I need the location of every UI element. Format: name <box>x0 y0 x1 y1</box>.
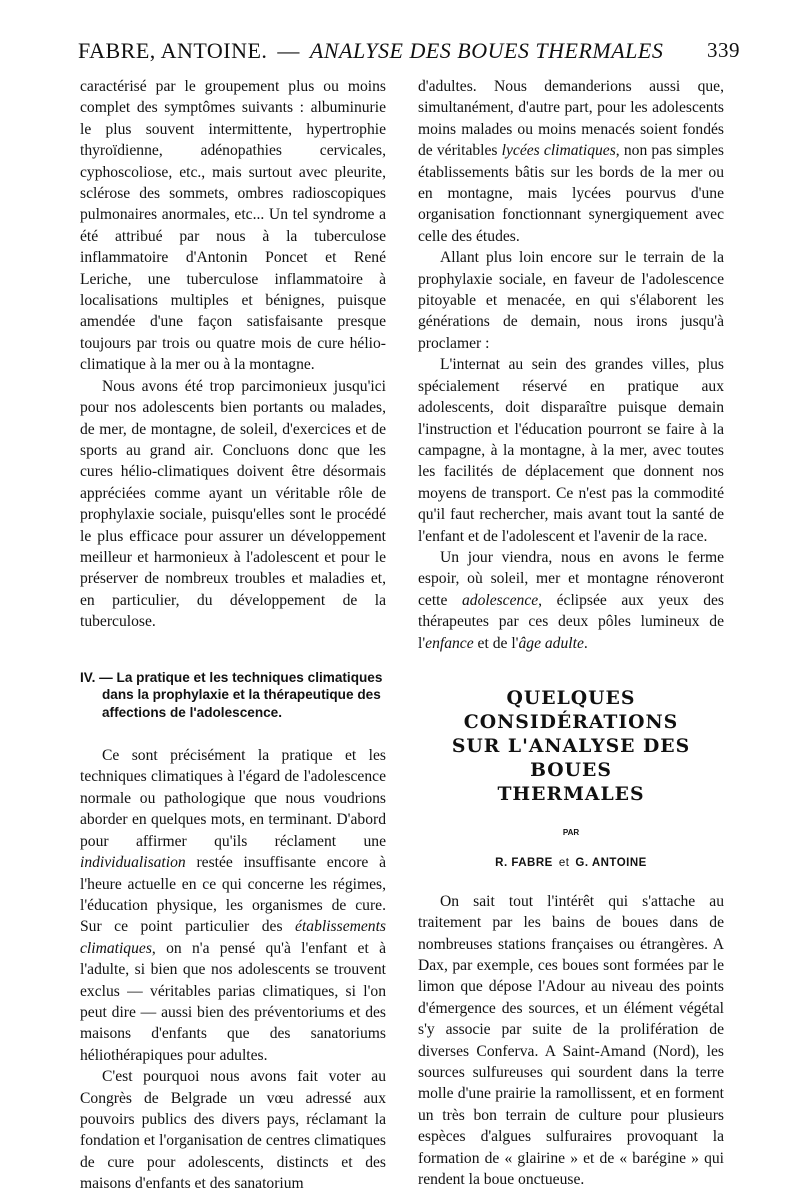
byline: R. FABRE et G. ANTOINE <box>495 857 647 870</box>
paragraph: Ce sont précisément la pratique et les techniques climatiques à l'égard de l'adolescence normale ou pathologique que nous voudrions aborder en quelques mots, en terminant. D'abord pour affirmer qu'ils réclament une individualisation restée insuffisante encore à l'heure actuelle en ce qui concerne les régimes, l'éducation physique, les organismes de cure. Sur ce point particulier des établissements climatiques, on n'a pensé qu'à l'enfant et à l'adulte, si bien que nos adolescents se trouvent exclus — véritables parias climatiques, si l'on peut dire — aussi bien des préventoriums et des maisons d'enfants que des sanatoriums héliothérapiques pour adultes. <box>80 747 386 1064</box>
header-authors: FABRE, ANTOINE. <box>78 38 268 63</box>
header-title: ANALYSE DES BOUES THERMALES <box>309 38 664 63</box>
page-number: 339 <box>707 38 740 62</box>
section-heading: IV. — La pratique et les techniques climatiques dans la prophylaxie et la thérapeutique des affections de l'adolescence. <box>80 669 383 720</box>
paragraph: Un jour viendra, nous en avons le ferme espoir, où soleil, mer et montagne rénoveront cette adolescence, éclipsée aux yeux des thérapeutes par ces deux pôles lumineux de l'enfance et de l'âge adulte. <box>418 548 725 652</box>
paragraph: d'adultes. Nous demanderions aussi que, simultanément, d'autre part, pour les adolescents moins malades ou moins menacés soient fondés de véritables lycées climatiques, non pas simples établissements bâtis sur les bords de la mer ou en montagne, mais lycées pourvus d'une organisation fonctionnant synergiquement avec celle des études. <box>418 78 724 245</box>
paragraph: Nous avons été trop parcimonieux jusqu'ici pour nos adolescents bien portants ou malades, de mer, de montagne, de soleil, d'exercices et de sports au grand air. Concluons donc que les cures hélio-climatiques doivent être désormais appréciées comme ayant un véritable rôle de prophylaxie sociale, puisqu'elles sont le procédé le plus efficace pour assurer un développement meilleur et harmonieux à l'adolescent et pour le préserver de nombreux troubles et maladies et, en particulier, du développement de la tuberculose. <box>80 377 386 631</box>
paragraph: C'est pourquoi nous avons fait voter au Congrès de Belgrade un vœu adressé aux pouvoirs publics des divers pays, réclamant la fondation et l'organisation de centres climatiques de cure pour adolescents, distincts et des maisons d'enfants et des sanatorium <box>80 1068 386 1193</box>
article-title: QUELQUES CONSIDÉRATIONS SUR L'ANALYSE DES BOUES THERMALES <box>451 686 691 805</box>
left-column <box>80 76 386 1195</box>
running-header <box>78 38 740 72</box>
paragraph: Allant plus loin encore sur le terrain de la prophylaxie sociale, en faveur de l'adolescence pitoyable et menacée, en qui s'élaborent les générations de demain, nous irons jusqu'à proclamer : <box>418 249 724 352</box>
paragraph: caractérisé par le groupement plus ou moins complet des symptômes suivants : albuminurie le plus souvent intermittente, hypertrophie thyroïdienne, adénopathies cervicales, cyphoscoliose, etc., mais surtout avec pleurite, sclérose des sommets, ombres radioscopiques pulmonaires anormales, etc... Un tel syndrome a été attribué par nous à la tuberculose inflammatoire d'Antonin Poncet et René Leriche, une tuberculose inflammatoire à localisations multiples et bénignes, puisque amendée d'une façon satisfaisante presque toujours par trois ou quatre mois de cure hélio-climatique à la mer ou à la montagne. <box>80 78 386 374</box>
right-column <box>418 76 724 1190</box>
paragraph: L'internat au sein des grandes villes, plus spécialement réservé en pratique aux adolescents, doit disparaître puisque demain l'instruction et l'éducation pourront se faire à la campagne, à la montagne, à la mer, avec toutes les facilités de déplacement que donnent nos moyens de transport. Ce n'est pas la commodité qu'il faut rechercher, mais avant tout la santé de l'enfant et de l'adolescent et l'avenir de la race. <box>418 356 724 545</box>
header-separator: — <box>277 38 300 63</box>
by-label: PAR <box>562 827 580 837</box>
paragraph: On sait tout l'intérêt qui s'attache au traitement par les bains de boues dans de nombreuses stations françaises ou étrangères. A Dax, par exemple, ces boues sont formées par le limon que dépose l'Adour au niveau des points d'émergence des sources, et un élément végétal s'y associe par suite de la prolifération de diverses Conferva. A Saint-Amand (Nord), les sources sulfureuses qui sourdent dans la terre molle d'une prairie la ramollissent, et en forment un très bon terrain de culture pour plusieurs espèces d'algues sulfuraires provoquant la formation de « glairine » et de « barégine » qui rendent la boue onctueuse. <box>418 892 724 1189</box>
